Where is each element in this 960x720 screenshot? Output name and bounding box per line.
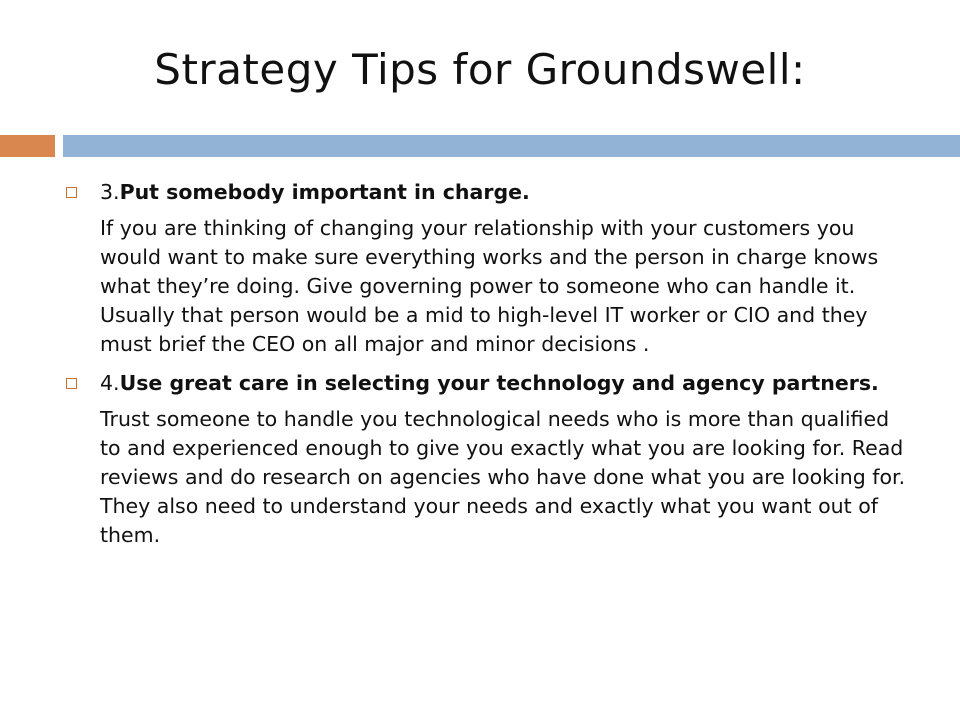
slide-content bbox=[62, 178, 912, 560]
bullet-item bbox=[62, 369, 912, 550]
bullet-number: 3. bbox=[100, 180, 120, 204]
bullet-heading-text: Use great care in selecting your technology and agency partners. bbox=[119, 371, 879, 395]
bullet-item bbox=[62, 178, 912, 359]
bullet-body-text: If you are thinking of changing your relationship with your customers you would want to make sure everything works and the person in charge knows what they’re doing. Give governing power to someone who can handle it. Usually that person would be a mid to high-level IT worker or CIO and they must brief the CEO on all major and minor decisions . bbox=[100, 216, 879, 356]
bullet-number: 4. bbox=[100, 371, 120, 395]
bullet-heading-text: Put somebody important in charge. bbox=[119, 180, 530, 204]
bullet-body-text: Trust someone to handle you technological needs who is more than qualified to and experienced enough to give you exactly what you are looking for. Read reviews and do research on agencies who have done what you are looking for. They also need to understand your needs and exactly what you want out of them. bbox=[100, 407, 906, 547]
slide-title: Strategy Tips for Groundswell: bbox=[154, 45, 806, 94]
title-accent-bar-blue bbox=[63, 135, 960, 157]
bullet-heading bbox=[100, 369, 912, 398]
square-bullet-icon bbox=[66, 187, 77, 198]
bullet-heading bbox=[100, 178, 912, 207]
square-bullet-icon bbox=[66, 378, 77, 389]
title-accent-bar-orange bbox=[0, 135, 55, 157]
